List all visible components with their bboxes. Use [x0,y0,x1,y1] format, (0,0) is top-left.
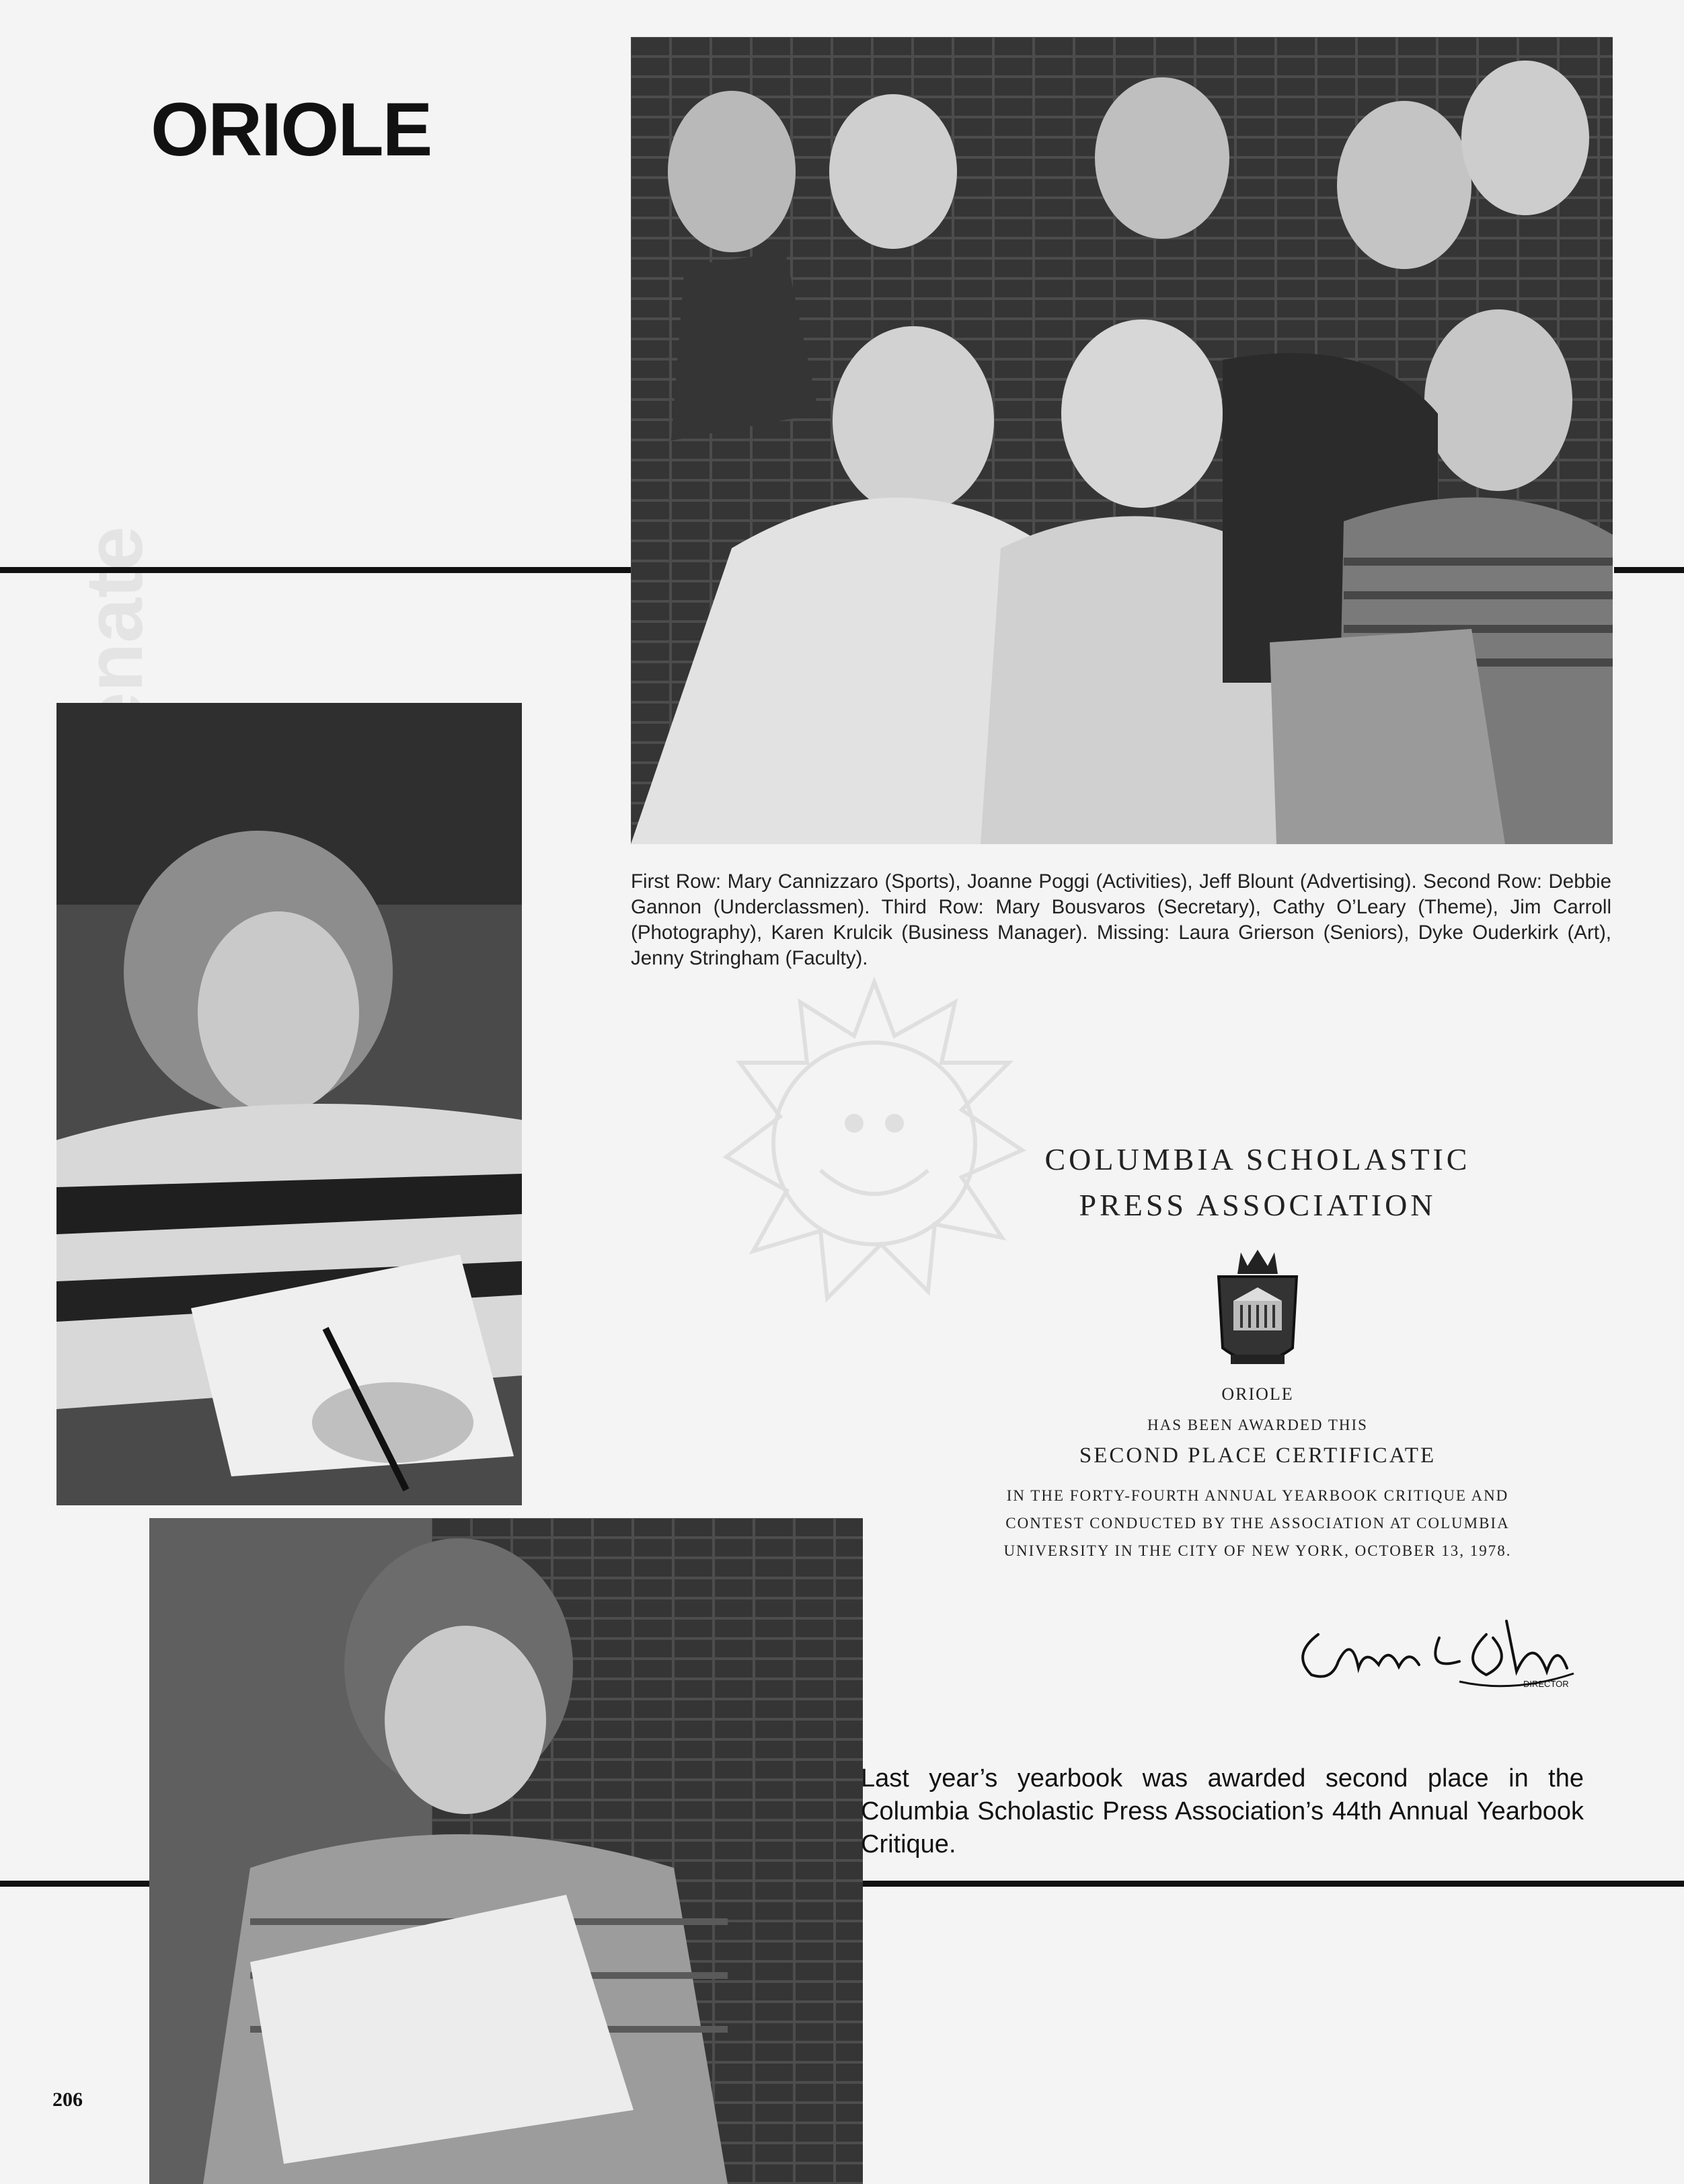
staff-group-photo [631,37,1613,844]
certificate-yearbook-name: ORIOLE [1221,1384,1294,1404]
rule-top-left [0,567,631,573]
certificate-body-line-2: CONTEST CONDUCTED BY THE ASSOCIATION AT COLUMBIA [1005,1515,1510,1532]
director-signature [1291,1608,1587,1702]
student-reading-photo [149,1518,863,2184]
award-statement: Last year’s yearbook was awarded second place in the Columbia Scholastic Press Association’s 44th Annual Yearbook Critique. [861,1764,1584,1858]
certificate-body-line-3: UNIVERSITY IN THE CITY OF NEW YORK, OCTOBER 13, 1978. [1003,1542,1512,1559]
rule-bottom-right [863,1881,1684,1887]
certificate-org-line-2: PRESS ASSOCIATION [1079,1188,1437,1222]
page-title: ORIOLE [151,87,432,172]
rule-bottom-left [0,1881,149,1887]
student-writing-photo [56,703,522,1505]
cspa-certificate [935,1137,1580,1565]
photo-caption: First Row: Mary Cannizzaro (Sports), Joanne Poggi (Activities), Jeff Blount (Advertising). Second Row: Debbie Gannon (Underclassmen). Third Row: Mary Bousvaros (Secretary), Cathy O’Leary (Theme), Jim Carroll (Photography), Karen Krulcik (Business Manager). Missing: Laura Grierson (Seniors), Dyke Ouderkirk (Art), Jenny Stringham (Faculty). [631,870,1611,969]
certificate-org-line-1: COLUMBIA SCHOLASTIC [1044,1142,1471,1176]
certificate-awarded-line: HAS BEEN AWARDED THIS [1147,1417,1368,1433]
rule-top-right [1614,567,1684,573]
page-number: 206 [52,2088,83,2111]
certificate-place: SECOND PLACE CERTIFICATE [1079,1443,1437,1468]
certificate-body-line-1: IN THE FORTY-FOURTH ANNUAL YEARBOOK CRITIQUE AND [1006,1487,1509,1504]
signature-title-label: DIRECTOR [1523,1679,1569,1689]
crest-icon [1211,1247,1305,1375]
